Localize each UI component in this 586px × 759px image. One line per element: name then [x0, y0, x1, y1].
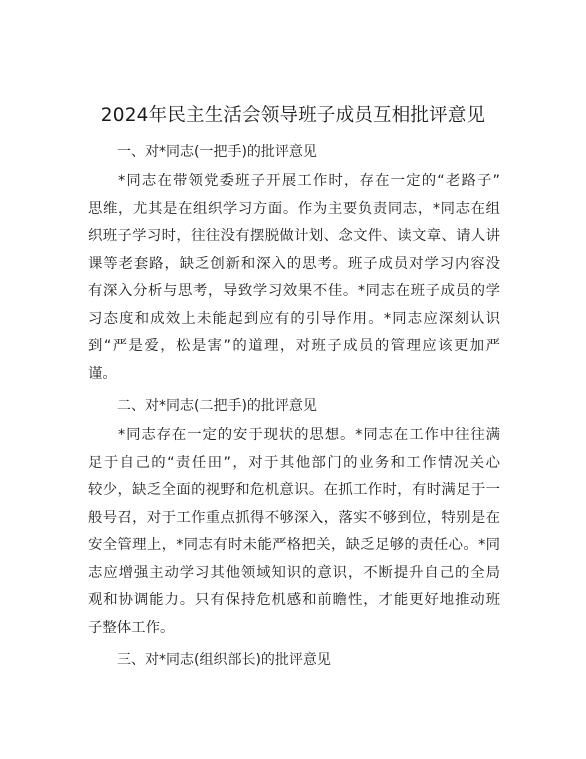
paragraph-line: 子整体工作。	[88, 619, 175, 636]
paragraph-line: 织班子学习时，往往没有摆脱做计划、念文件、读文章、请人讲	[88, 228, 500, 244]
section-paragraph-2	[88, 422, 500, 642]
paragraph-line: 般号召，对于工作重点抓得不够深入，落实不够到位，特别是在	[88, 509, 500, 526]
paragraph-line: *同志存在一定的安于现状的思想。*同志在工作中往往满	[118, 427, 500, 443]
paragraph-line: 有深入分析与思考，导致学习效果不佳。*同志在班子成员的学	[88, 283, 500, 299]
paragraph-line: 安全管理上，*同志有时未能严格把关，缺乏足够的责任心。*同	[88, 537, 500, 553]
paragraph-line: 较少，缺乏全面的视野和危机意识。在抓工作时，有时满足于一	[88, 482, 500, 498]
paragraph-line: 思维，尤其是在组织学习方面。作为主要负责同志，*同志在组	[88, 200, 500, 217]
section-heading-1: 一、对*同志(一把手)的批评意见	[117, 144, 317, 160]
section-paragraph-1	[88, 168, 500, 388]
document-title: 2024年民主生活会领导班子成员互相批评意见	[100, 105, 486, 126]
paragraph-line: 志应增强主动学习其他领域知识的意识，不断提升自己的全局	[88, 564, 500, 581]
paragraph-line: 谨。	[88, 365, 117, 382]
paragraph-line: *同志在带领党委班子开展工作时，存在一定的“老路子”	[118, 173, 500, 189]
section-heading-2: 二、对*同志(二把手)的批评意见	[117, 398, 317, 414]
section-heading-3: 三、对*同志(组织部长)的批评意见	[117, 652, 331, 668]
paragraph-line: 习态度和成效上未能起到应有的引导作用。*同志应深刻认识	[88, 310, 500, 327]
paragraph-line: 到“严是爱，松是害”的道理，对班子成员的管理应该更加严	[88, 338, 500, 354]
paragraph-line: 课等老套路，缺乏创新和深入的思考。班子成员对学习内容没	[88, 255, 500, 272]
paragraph-line: 足于自己的“责任田”，对于其他部门的业务和工作情况关心	[88, 454, 500, 471]
paragraph-line: 观和协调能力。只有保持危机感和前瞻性，才能更好地推动班	[88, 592, 500, 608]
